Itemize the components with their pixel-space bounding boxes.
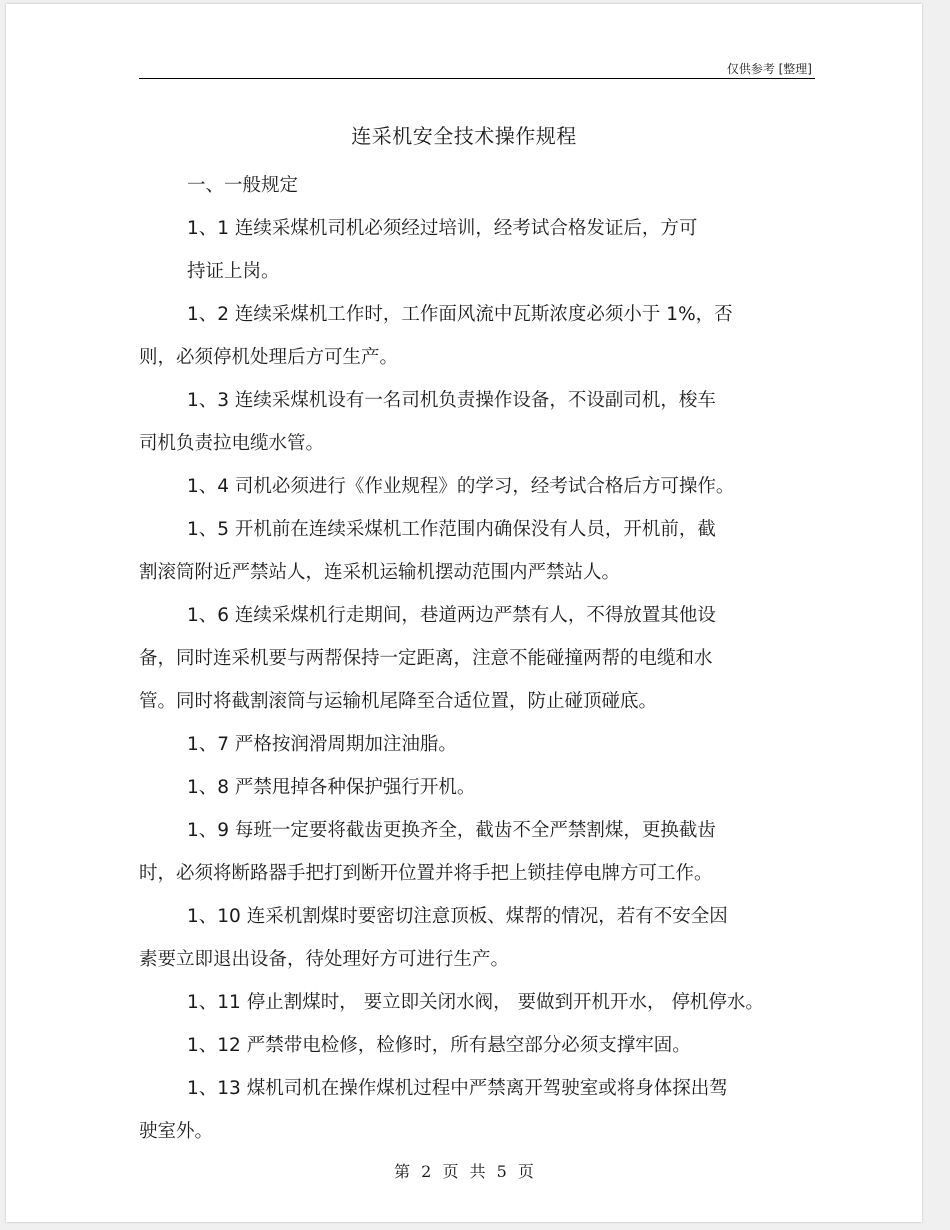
header-divider <box>139 78 815 79</box>
clause-1-5: 1、5 开机前在连续采煤机工作范围内确保没有人员，开机前，截 割滚筒附近严禁站人，连采机运输机摆动范围内严禁站人。 <box>139 519 716 583</box>
document-title: 连采机安全技术操作规程 <box>351 124 577 148</box>
clause-1-11: 1、11 停止割煤时， 要立即关闭水阀， 要做到开机开水， 停机停水。 <box>187 992 764 1013</box>
header-note: 仅供参考 [整理] <box>726 62 812 76</box>
document-page <box>6 4 922 1222</box>
clause-1-6: 1、6 连续采煤机行走期间，巷道两边严禁有人，不得放置其他设 备，同时连采机要与两帮保持一定距离，注意不能碰撞两帮的电缆和水 管。同时将截割滚筒与运输机尾降至合适位置，防止碰顶碰底。 <box>139 605 716 712</box>
clause-1-12: 1、12 严禁带电检修，检修时，所有悬空部分必须支撑牢固。 <box>187 1035 691 1056</box>
clause-1-4: 1、4 司机必须进行《作业规程》的学习，经考试合格后方可操作。 <box>187 476 735 497</box>
document-body <box>139 164 815 1153</box>
clause-1-3: 1、3 连续采煤机设有一名司机负责操作设备，不设副司机，梭车 司机负责拉电缆水管。 <box>139 390 716 454</box>
page-number-footer: 第 2 页 共 5 页 <box>394 1162 534 1181</box>
clause-1-9: 1、9 每班一定要将截齿更换齐全，截齿不全严禁割煤，更换截齿 时，必须将断路器手把打到断开位置并将手把上锁挂停电牌方可工作。 <box>139 820 716 884</box>
clause-1-8: 1、8 严禁甩掉各种保护强行开机。 <box>187 777 476 798</box>
clause-1-2: 1、2 连续采煤机工作时，工作面风流中瓦斯浓度必须小于 1%，否 则，必须停机处理后方可生产。 <box>139 304 733 368</box>
section-heading: 一、一般规定 <box>187 175 299 196</box>
clause-1-13: 1、13 煤机司机在操作煤机过程中严禁离开驾驶室或将身体探出驾 驶室外。 <box>139 1078 728 1142</box>
clause-1-10: 1、10 连采机割煤时要密切注意顶板、煤帮的情况，若有不安全因 素要立即退出设备，待处理好方可进行生产。 <box>139 906 728 970</box>
clause-1-7: 1、7 严格按润滑周期加注油脂。 <box>187 734 457 755</box>
clause-1-1: 1、1 连续采煤机司机必须经过培训，经考试合格发证后，方可 持证上岗。 <box>187 218 698 282</box>
